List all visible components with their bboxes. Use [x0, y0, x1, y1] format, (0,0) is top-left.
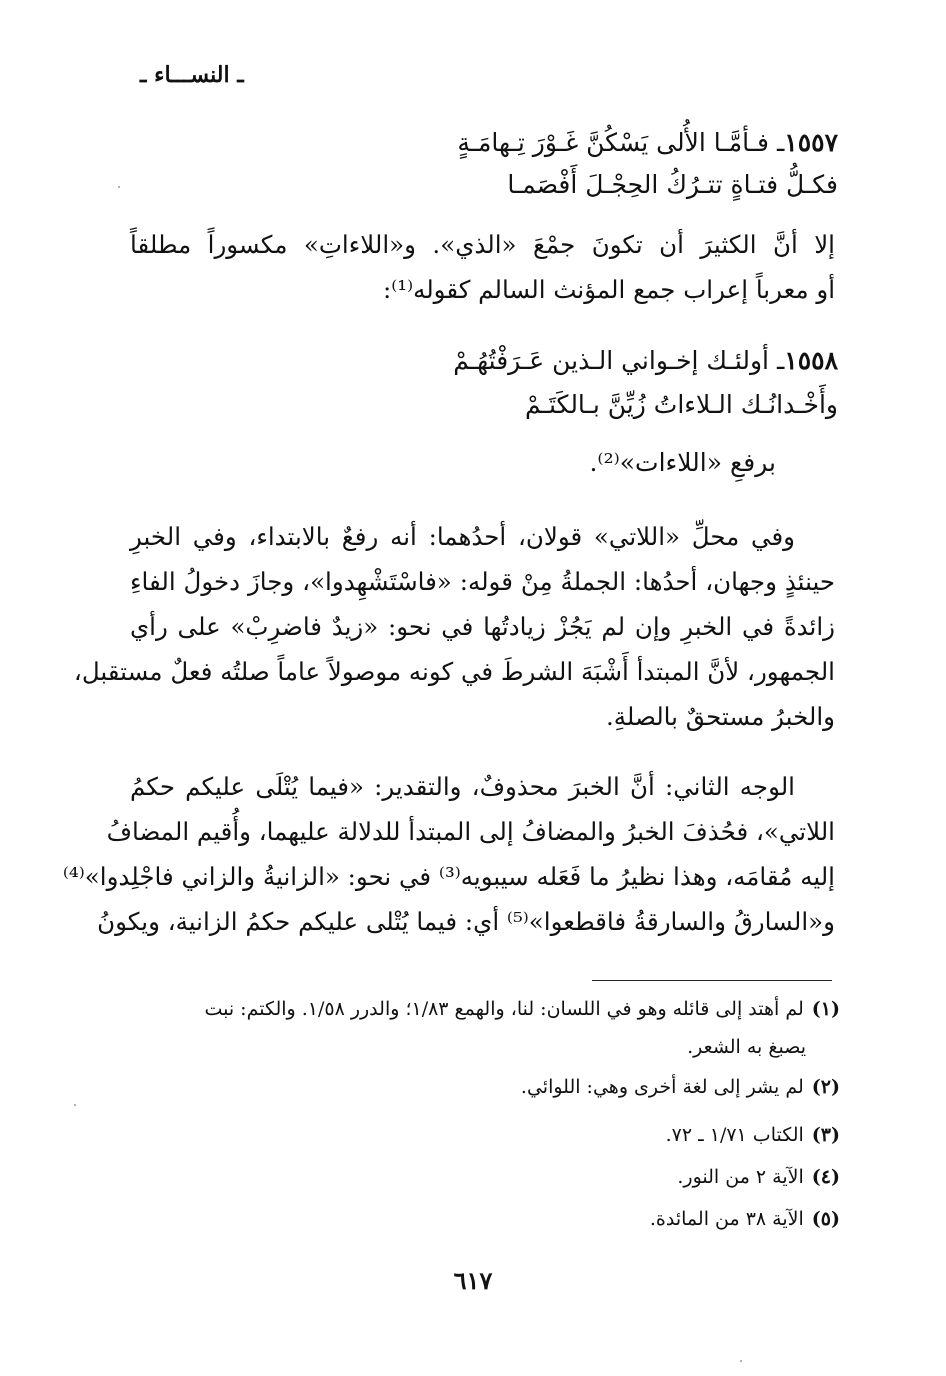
footnote-mark: (١)	[811, 998, 840, 1020]
text-line: الجمهور، لأنَّ المبتدأ أَشْبَهَ الشرطَ في كونه موصولاً عاماً صلتُه فعلٌ مستقبل،	[73, 657, 835, 686]
footnote-3	[666, 1120, 840, 1150]
verse-text: ـ فـأمَّـا الأُلى يَسْكُنَّ غَـوْرَ تِـهامَـةٍ	[457, 128, 785, 157]
text-line: وفي محلِّ «اللاتي» قولان، أحدُهما: أنه رفعٌ بالابتداء، وفي الخبرِ	[130, 522, 795, 551]
page-number: ٦١٧	[453, 1266, 493, 1295]
scan-speck	[74, 1104, 76, 1106]
footnote-mark: (٥)	[811, 1208, 840, 1230]
verse-number: ١٥٥٧	[784, 128, 838, 157]
text-line: إليه مُقامَه، وهذا نظيرُ ما فَعَله سيبويه⁽³⁾ في نحو: «الزانيةُ والزاني فاجْلِدوا»⁽⁴⁾	[62, 862, 835, 891]
footnote-text: لم أهتد إلى قائله وهو في اللسان: لنا، والهمع ١/٨٣؛ والدرر ١/٥٨. والكتم: نبت	[204, 998, 804, 1020]
footnote-text: الآية ٢ من النور.	[677, 1166, 804, 1188]
paragraph-3	[73, 514, 835, 739]
footnote-5	[650, 1204, 840, 1234]
text-line: إلا أنَّ الكثيرَ أن تكونَ جمْعَ «الذي». و«اللاءاتِ» مكسوراً مطلقاً	[130, 230, 835, 259]
verse-text: ـ أولئـك إخـواني الـذين عَـرَفْتُهُـمْ	[453, 346, 785, 375]
text-line: زائدةً في الخبرِ وإن لم يَجُزْ زيادتُها في نحو: «زيدٌ فاضرِبْ» على رأي	[130, 612, 835, 641]
paragraph-2: برفعِ «اللاءات»⁽²⁾.	[589, 448, 776, 477]
scan-speck	[740, 1360, 742, 1362]
text-line: أو معرباً إعراب جمع المؤنث السالم كقوله⁽¹⁾:	[382, 275, 835, 304]
footnote-text: الآية ٣٨ من المائدة.	[649, 1208, 804, 1230]
footnote-mark: (٣)	[811, 1124, 840, 1146]
footnote-mark: (٢)	[811, 1076, 840, 1098]
footnote-1-continued: يصبغ به الشعر.	[687, 1036, 806, 1058]
verse-number: ١٥٥٨	[784, 346, 838, 375]
footnote-text: الكتاب ١/٧١ ـ ٧٢.	[665, 1124, 804, 1146]
footnote-text: لم يشر إلى لغة أخرى وهي: اللوائي.	[520, 1076, 804, 1098]
footnote-2	[521, 1072, 840, 1102]
verse-1558-line1	[453, 344, 838, 378]
scan-speck	[118, 186, 120, 188]
verse-1558-line2: وأَخْـدانُـك الـلاءاتُ زُيِّنَّ بـالكَتَـمْ	[525, 390, 838, 419]
paragraph-4	[62, 764, 835, 944]
verse-1557-line1	[457, 126, 838, 160]
footnote-mark: (٤)	[811, 1166, 840, 1188]
footnote-4	[677, 1162, 840, 1192]
footnote-separator	[592, 980, 832, 981]
running-header: ـ النســـاء ـ	[140, 62, 244, 88]
footnote-1	[204, 994, 840, 1024]
text-line: حينئذٍ وجهان، أحدُها: الجملةُ مِنْ قوله: «فاسْتَشْهِدوا»، وجازَ دخولُ الفاءِ	[130, 567, 835, 596]
verse-1557-line2: فكـلُّ فتـاةٍ تتـرُكُ الحِجْـلَ أَفْصَمـا	[507, 170, 838, 199]
text-line: و«السارقُ والسارقةُ فاقطعوا»⁽⁵⁾ أي: فيما يُتْلى عليكم حكمُ الزانية، ويكونُ	[97, 907, 835, 936]
text-line: اللاتي»، فحُذفَ الخبرُ والمضافُ إلى المبتدأ للدلالة عليهما، وأُقيم المضافُ	[106, 817, 835, 846]
text-line: الوجه الثاني: أنَّ الخبرَ محذوفٌ، والتقدير: «فيما يُتْلَى عليكم حكمُ	[130, 772, 795, 801]
paragraph-1	[130, 222, 835, 312]
text-line: والخبرُ مستحقٌ بالصلةِ.	[605, 702, 835, 731]
